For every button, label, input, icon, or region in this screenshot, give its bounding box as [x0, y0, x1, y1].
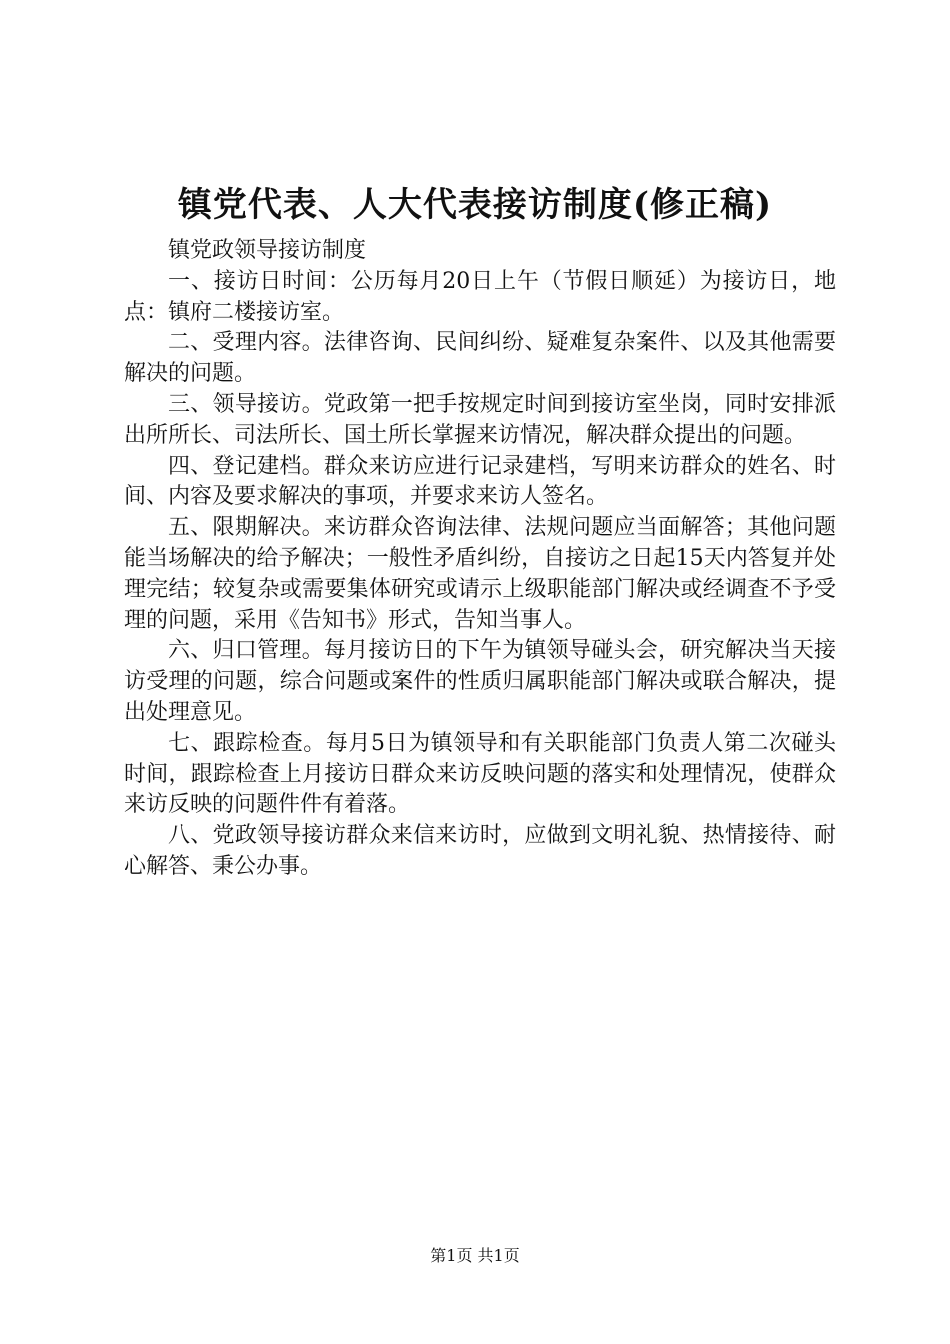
document-body: [124, 236, 836, 883]
page-footer: 第1页 共1页: [430, 1246, 520, 1265]
paragraph-4: 四、登记建档。群众来访应进行记录建档，写明来访群众的姓名、时间、内容及要求解决的事项，并要求来访人签名。: [124, 453, 836, 510]
document-subtitle: 镇党政领导接访制度: [168, 238, 367, 263]
paragraph-8: 八、党政领导接访群众来信来访时，应做到文明礼貌、热情接待、耐心解答、秉公办事。: [124, 823, 836, 879]
paragraph-5: 五、限期解决。来访群众咨询法律、法规问题应当面解答；其他问题能当场解决的给予解决；一般性矛盾纠纷，自接访之日起15天内答复并处理完结；较复杂或需要集体研究或请示上级职能部门解决或经调查不予受理的问题，采用《告知书》形式，告知当事人。: [124, 515, 836, 633]
paragraph-6: 六、归口管理。每月接访日的下午为镇领导碰头会，研究解决当天接访受理的问题，综合问题或案件的性质归属职能部门解决或联合解决，提出处理意见。: [124, 638, 836, 725]
document-title: 镇党代表、人大代表接访制度(修正稿): [177, 185, 773, 225]
paragraph-3: 三、领导接访。党政第一把手按规定时间到接访室坐岗，同时安排派出所所长、司法所长、国土所长掌握来访情况，解决群众提出的问题。: [124, 391, 836, 448]
paragraph-2: 二、受理内容。法律咨询、民间纠纷、疑难复杂案件、以及其他需要解决的问题。: [124, 330, 836, 387]
paragraph-7: 七、跟踪检查。每月5日为镇领导和有关职能部门负责人第二次碰头时间，跟踪检查上月接访日群众来访反映问题的落实和处理情况，使群众来访反映的问题件件有着落。: [124, 730, 836, 818]
paragraph-1: 一、接访日时间：公历每月20日上午（节假日顺延）为接访日，地点：镇府二楼接访室。: [124, 268, 836, 325]
